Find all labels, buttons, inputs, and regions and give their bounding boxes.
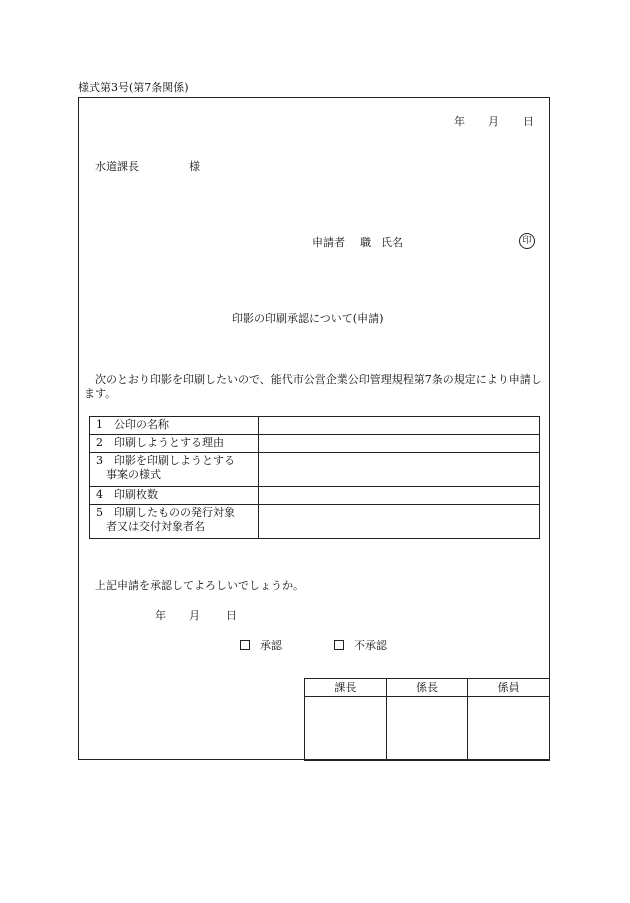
seal-mark: 印 <box>519 233 535 249</box>
approval-date-year: 年 <box>155 609 166 622</box>
stamp-column-header: 係長 <box>386 679 468 697</box>
date-year: 年 <box>454 115 465 128</box>
stamp-cell[interactable] <box>386 697 468 761</box>
table-row <box>90 505 540 539</box>
approve-checkbox[interactable] <box>240 640 250 650</box>
item-value-field[interactable] <box>259 487 540 505</box>
item-label: 4 印刷枚数 <box>90 487 259 505</box>
application-items-table <box>89 416 540 539</box>
item-value-field[interactable] <box>259 435 540 453</box>
approval-question: 上記申請を承認してよろしいでしょうか。 <box>95 579 304 592</box>
stamp-column-header: 係員 <box>468 679 550 697</box>
stamp-column-header: 課長 <box>305 679 387 697</box>
applicant-name-label: 氏名 <box>381 236 403 249</box>
applicant-position: 職 <box>360 236 371 249</box>
addressee-honorific: 様 <box>189 160 200 173</box>
table-row <box>90 417 540 435</box>
table-row <box>90 487 540 505</box>
table-row <box>90 435 540 453</box>
document-title: 印影の印刷承認について(申請) <box>232 312 384 325</box>
body-text: 次のとおり印影を印刷したいので、能代市公営企業公印管理規程第7条の規定により申請します。 <box>84 373 542 400</box>
item-label: 3 印影を印刷しようとする 事案の様式 <box>90 453 259 487</box>
item-label: 1 公印の名称 <box>90 417 259 435</box>
item-value-field[interactable] <box>259 453 540 487</box>
stamp-cell[interactable] <box>305 697 387 761</box>
applicant-label: 申請者 <box>312 236 345 249</box>
date-day: 日 <box>523 115 534 128</box>
table-row <box>90 453 540 487</box>
approval-date-day: 日 <box>226 609 237 622</box>
form-number: 様式第3号(第7条関係) <box>78 81 189 94</box>
addressee-name: 水道課長 <box>95 160 139 173</box>
reject-checkbox[interactable] <box>334 640 344 650</box>
item-label: 5 印刷したものの発行対象 者又は交付対象者名 <box>90 505 259 539</box>
item-value-field[interactable] <box>259 505 540 539</box>
approval-date-month: 月 <box>189 609 200 622</box>
reject-option[interactable]: 不承認 <box>334 639 387 653</box>
body-paragraph <box>84 373 546 401</box>
stamp-cell[interactable] <box>468 697 550 761</box>
approve-option[interactable]: 承認 <box>240 639 282 653</box>
date-month: 月 <box>488 115 499 128</box>
item-label: 2 印刷しようとする理由 <box>90 435 259 453</box>
approval-stamp-table <box>304 678 550 761</box>
item-value-field[interactable] <box>259 417 540 435</box>
